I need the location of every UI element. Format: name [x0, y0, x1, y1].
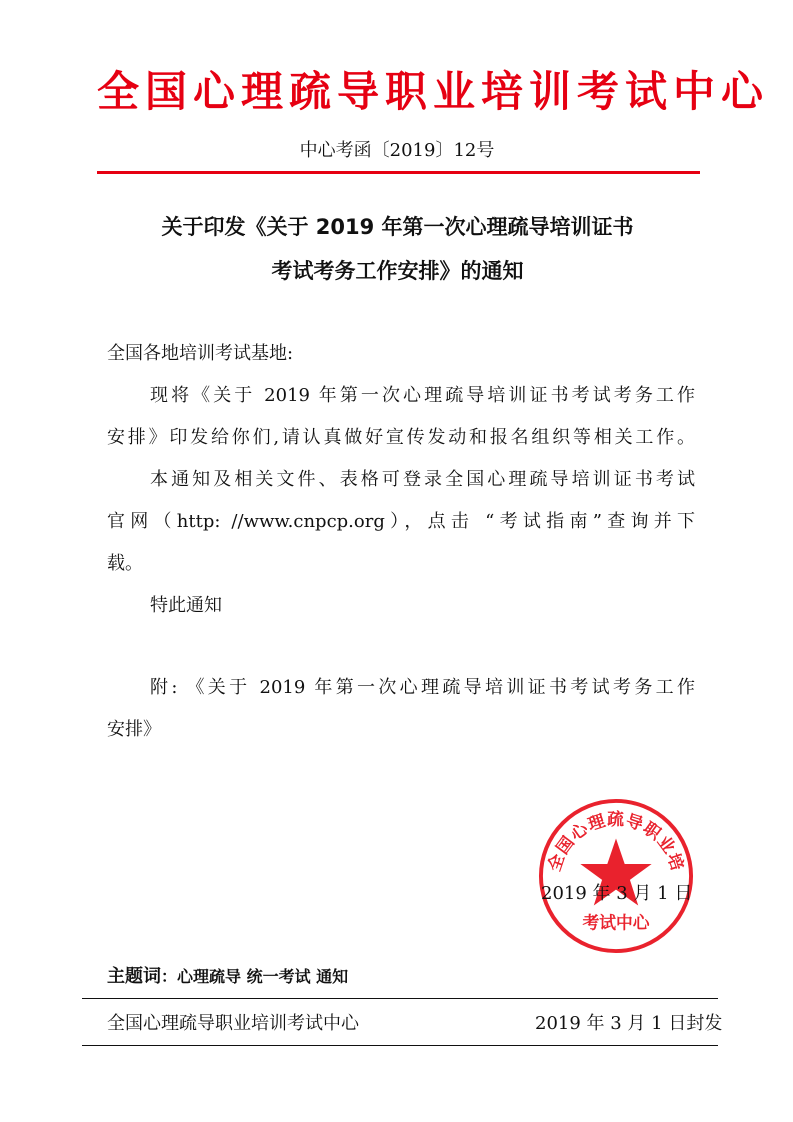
notice-title-line-2: 考试考务工作安排》的通知	[271, 259, 524, 283]
footer-issue-date: 2019 年 3 月 1 日封发	[535, 1013, 723, 1034]
keywords-colon: ：	[161, 967, 178, 986]
seal-arc-text: 全国心理疏导职业培	[543, 809, 689, 874]
keywords-line	[107, 963, 348, 991]
footer-org: 全国心理疏导职业培训考试中心	[107, 1013, 359, 1034]
paragraph-2-line-3: 载。	[107, 553, 143, 574]
attachment-line-2: 安排》	[107, 719, 161, 740]
paragraph-1-line-2: 安排》印发给你们,请认真做好宣传发动和报名组织等相关工作。	[107, 427, 695, 448]
signature-date: 2019 年 3 月 1 日	[541, 883, 693, 904]
document-number: 中心考函〔2019〕12号	[299, 140, 495, 161]
footer-bottom-rule	[82, 1045, 718, 1046]
org-title: 全国心理疏导职业培训考试中心	[97, 67, 770, 116]
footer-top-rule	[82, 998, 718, 999]
notice-title-line-1: 关于印发《关于 2019 年第一次心理疏导培训证书	[161, 215, 634, 239]
keywords-values: 心理疏导 统一考试 通知	[177, 967, 349, 986]
paragraph-1-line-1: 现将《关于 2019 年第一次心理疏导培训证书考试考务工作	[150, 385, 695, 406]
salutation: 全国各地培训考试基地:	[107, 343, 294, 364]
red-header-rule	[97, 171, 700, 174]
closing-text: 特此通知	[150, 595, 222, 616]
official-seal-icon	[537, 797, 695, 955]
paragraph-2-line-1: 本通知及相关文件、表格可登录全国心理疏导培训证书考试	[150, 469, 695, 490]
keywords-label: 主题词	[107, 966, 161, 987]
paragraph-2-line-2: 官网（http: //www.cnpcp.org），点击 “考试指南”查询并下	[107, 511, 695, 532]
attachment-line-1: 附: 《关于 2019 年第一次心理疏导培训证书考试考务工作	[150, 677, 695, 698]
seal-bottom-text: 考试中心	[582, 912, 650, 933]
